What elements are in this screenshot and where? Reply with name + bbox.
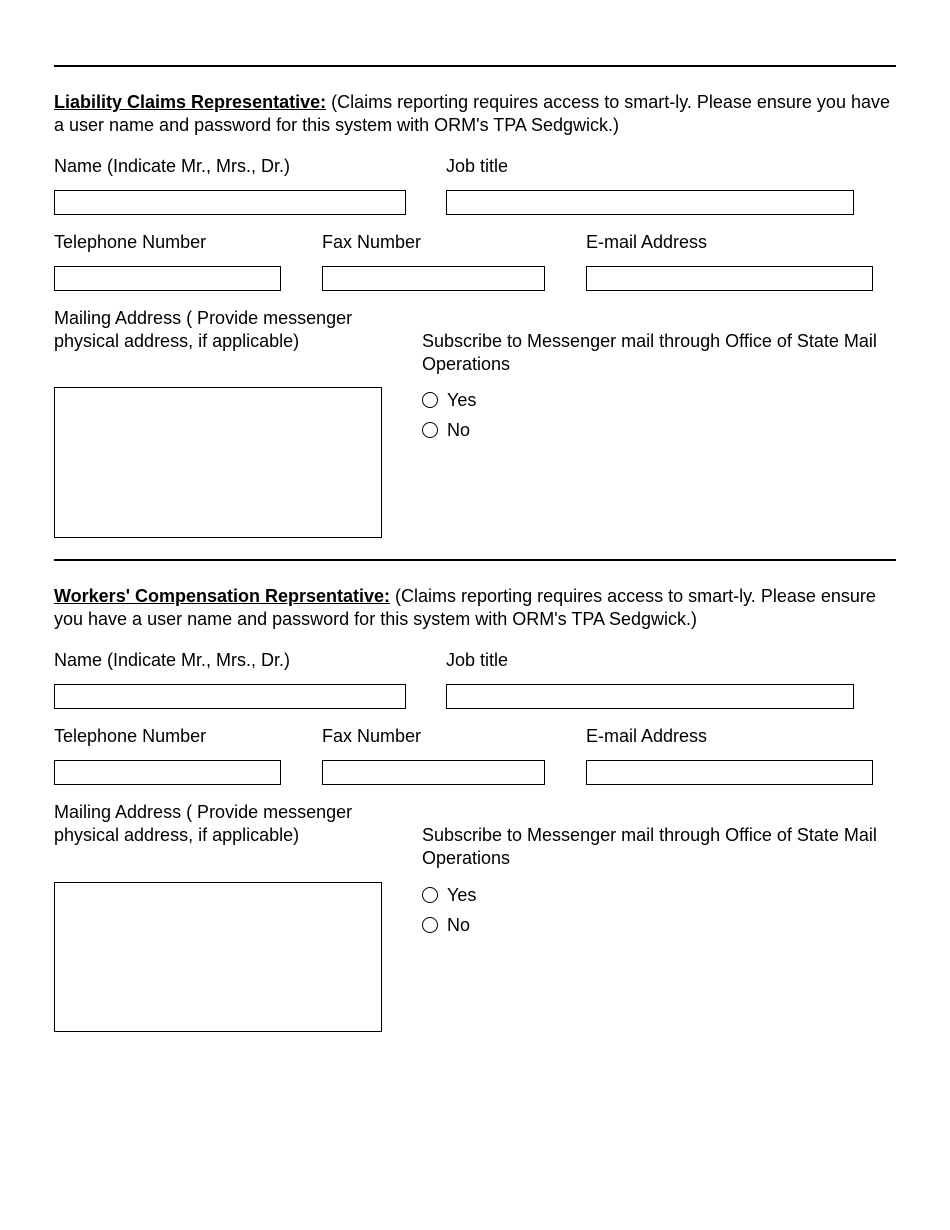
radio-circle[interactable] (422, 422, 438, 438)
name-label: Name (Indicate Mr., Mrs., Dr.) (54, 650, 291, 670)
radio-circle[interactable] (422, 917, 438, 933)
radio-no-label: No (447, 419, 471, 440)
radio-option-no[interactable] (422, 913, 470, 937)
liability-claims-section (0, 0, 950, 495)
job-title-input[interactable] (446, 190, 854, 215)
section-divider (54, 65, 896, 67)
fax-input[interactable] (322, 266, 545, 291)
workers-compensation-section (0, 494, 950, 989)
name-label: Name (Indicate Mr., Mrs., Dr.) (54, 156, 291, 176)
section-title: Liability Claims Representative: (54, 92, 327, 112)
email-input[interactable] (586, 266, 873, 291)
radio-option-yes[interactable] (422, 883, 476, 907)
email-label: E-mail Address (586, 232, 708, 252)
telephone-input[interactable] (54, 266, 281, 291)
fax-input[interactable] (322, 760, 545, 785)
radio-option-yes[interactable] (422, 388, 476, 412)
fax-label: Fax Number (322, 726, 422, 746)
radio-yes-label: Yes (447, 884, 477, 905)
job-title-label: Job title (446, 650, 509, 670)
section-heading (54, 91, 896, 137)
section-note: (Claims reporting requires access to smart-ly. Please ensure you have a user name and password for this system with ORM's TPA Sedgwick.) (54, 586, 876, 629)
subscribe-label: Subscribe to Messenger mail through Office of State Mail Operations (422, 331, 877, 374)
email-label: E-mail Address (586, 726, 708, 746)
email-input[interactable] (586, 760, 873, 785)
telephone-input[interactable] (54, 760, 281, 785)
mailing-address-textarea[interactable] (54, 882, 382, 1032)
job-title-input[interactable] (446, 684, 854, 709)
section-heading (54, 585, 896, 631)
section-divider (54, 559, 896, 561)
fax-label: Fax Number (322, 232, 422, 252)
telephone-label: Telephone Number (54, 232, 207, 252)
job-title-label: Job title (446, 156, 509, 176)
telephone-label: Telephone Number (54, 726, 207, 746)
mailing-address-label: Mailing Address ( Provide messenger physical address, if applicable) (54, 802, 353, 845)
section-note: (Claims reporting requires access to smart-ly. Please ensure you have a user name and password for this system with ORM's TPA Sedgwick.) (54, 92, 890, 135)
radio-yes-label: Yes (447, 389, 477, 410)
radio-no-label: No (447, 914, 471, 935)
name-input[interactable] (54, 190, 406, 215)
mailing-address-label: Mailing Address ( Provide messenger physical address, if applicable) (54, 308, 353, 351)
radio-circle[interactable] (422, 392, 438, 408)
subscribe-label: Subscribe to Messenger mail through Office of State Mail Operations (422, 825, 877, 868)
radio-option-no[interactable] (422, 418, 470, 442)
name-input[interactable] (54, 684, 406, 709)
section-title: Workers' Compensation Reprsentative: (54, 586, 391, 606)
radio-circle[interactable] (422, 887, 438, 903)
